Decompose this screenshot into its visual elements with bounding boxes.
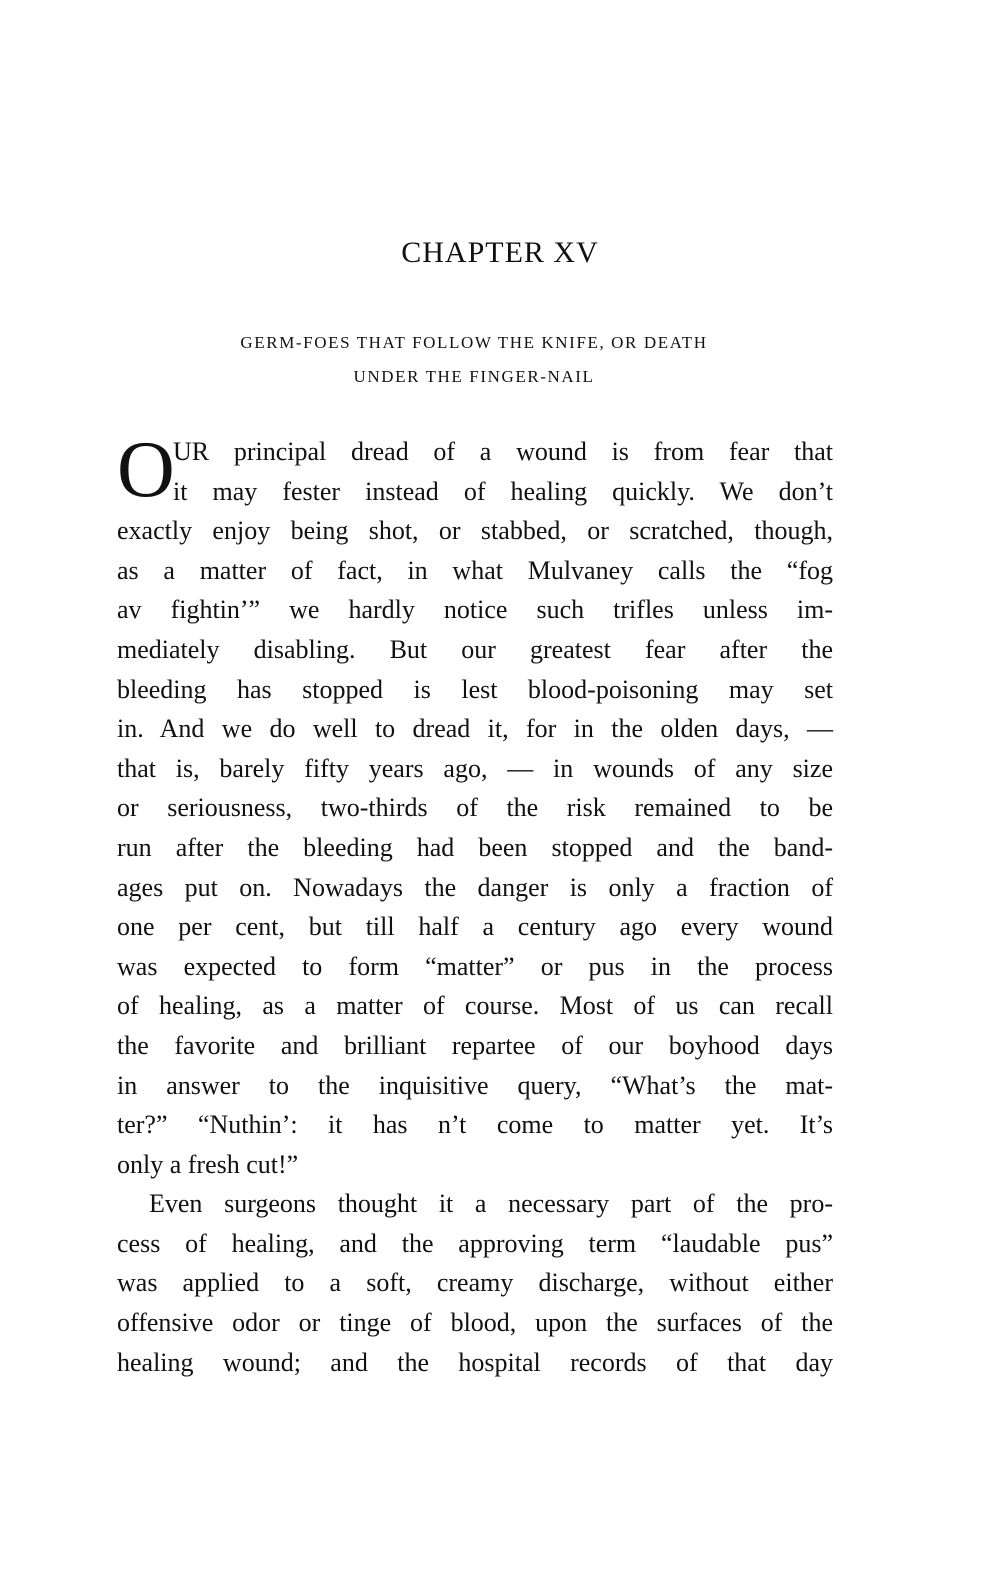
text-line: that is, barely fifty years ago, — in wounds of any size xyxy=(117,753,833,783)
text-line: in answer to the inquisitive query, “What’s the mat- xyxy=(117,1070,833,1100)
text-line: UR principal dread of a wound is from fear that xyxy=(173,437,833,466)
text-line: it may fester instead of healing quickly. We don’t xyxy=(173,476,833,506)
text-line: as a matter of fact, in what Mulvaney calls the “fog xyxy=(117,555,833,585)
text-line: was expected to form “matter” or pus in the process xyxy=(117,951,833,981)
text-line: ter?” “Nuthin’: it has n’t come to matter yet. It’s xyxy=(117,1110,833,1140)
chapter-heading: CHAPTER XV xyxy=(401,236,599,269)
text-line: mediately disabling. But our greatest fear after the xyxy=(117,634,833,664)
text-line: offensive odor or tinge of blood, upon the surfaces of the xyxy=(117,1308,833,1338)
body-text xyxy=(117,426,833,1382)
text-line: exactly enjoy being shot, or stabbed, or scratched, though, xyxy=(117,516,833,546)
text-line: one per cent, but till half a century ago every wound xyxy=(117,912,833,942)
text-line: healing wound; and the hospital records of that day xyxy=(117,1347,833,1377)
subtitle-line: UNDER THE FINGER-NAIL xyxy=(353,367,595,386)
subtitle-line: GERM-FOES THAT FOLLOW THE KNIFE, OR DEATH xyxy=(240,333,708,352)
text-line: or seriousness, two-thirds of the risk remained to be xyxy=(117,793,833,823)
drop-cap: O xyxy=(117,426,175,514)
text-line: bleeding has stopped is lest blood-poisoning may set xyxy=(117,674,833,704)
paragraph-1 xyxy=(117,426,833,1184)
text-line: ages put on. Nowadays the danger is only a fraction of xyxy=(117,872,833,902)
text-line: av fightin’” we hardly notice such trifles unless im- xyxy=(117,595,833,625)
text-line: the favorite and brilliant repartee of our boyhood days xyxy=(117,1030,833,1060)
text-line: of healing, as a matter of course. Most of us can recall xyxy=(117,991,833,1021)
text-line: cess of healing, and the approving term “laudable pus” xyxy=(117,1228,833,1258)
text-line: Even surgeons thought it a necessary part of the pro- xyxy=(149,1189,833,1219)
chapter-subtitle xyxy=(118,326,830,394)
text-line: was applied to a soft, creamy discharge, without either xyxy=(117,1268,833,1298)
text-line: in. And we do well to dread it, for in the olden days, — xyxy=(117,714,833,744)
paragraph-2 xyxy=(117,1184,833,1382)
text-line: run after the bleeding had been stopped and the band- xyxy=(117,832,833,862)
text-line: only a fresh cut!” xyxy=(117,1149,299,1179)
